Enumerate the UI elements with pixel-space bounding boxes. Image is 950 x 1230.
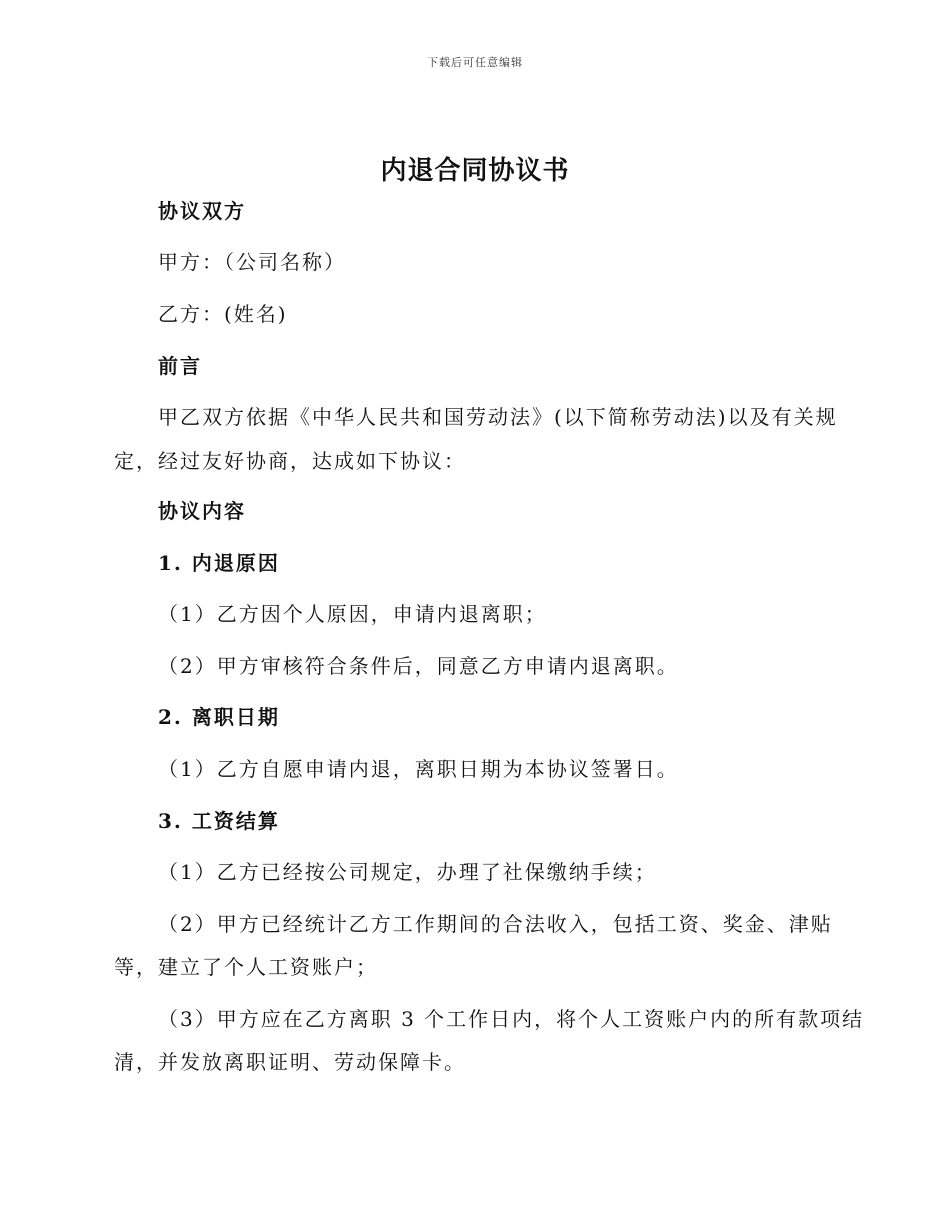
section-heading-reason: 1. 内退原因 — [158, 551, 280, 575]
section-heading-date: 2. 离职日期 — [158, 705, 280, 729]
salary-item-2-line-1: （2）甲方已经统计乙方工作期间的合法收入，包括工资、奖金、津贴 — [158, 912, 833, 936]
page-header-note: 下载后可任意编辑 — [427, 56, 523, 69]
salary-item-1: （1）乙方已经按公司规定，办理了社保缴纳手续； — [158, 860, 657, 884]
salary-item-3-line-2: 清，并发放离职证明、劳动保障卡。 — [114, 1050, 466, 1074]
document-title: 内退合同协议书 — [380, 156, 570, 186]
reason-item-1: （1）乙方因个人原因，申请内退离职； — [158, 602, 547, 626]
date-item-1: （1）乙方自愿申请内退，离职日期为本协议签署日。 — [158, 757, 679, 781]
party-b-line: 乙方：(姓名) — [158, 302, 288, 326]
parties-heading: 协议双方 — [158, 199, 246, 223]
party-a-line: 甲方：（公司名称） — [158, 250, 346, 274]
salary-item-3-line-1: （3）甲方应在乙方离职 3 个工作日内，将个人工资账户内的所有款项结 — [158, 1007, 865, 1031]
salary-item-2-line-2: 等，建立了个人工资账户； — [114, 955, 378, 979]
preface-paragraph-line-1: 甲乙双方依据《中华人民共和国劳动法》(以下简称劳动法)以及有关规 — [158, 405, 838, 429]
section-heading-salary: 3. 工资结算 — [158, 809, 280, 833]
content-heading: 协议内容 — [158, 499, 246, 523]
preface-paragraph-line-2: 定，经过友好协商，达成如下协议： — [114, 449, 466, 473]
preface-heading: 前言 — [158, 354, 202, 378]
reason-item-2: （2）甲方审核符合条件后，同意乙方申请内退离职。 — [158, 654, 679, 678]
